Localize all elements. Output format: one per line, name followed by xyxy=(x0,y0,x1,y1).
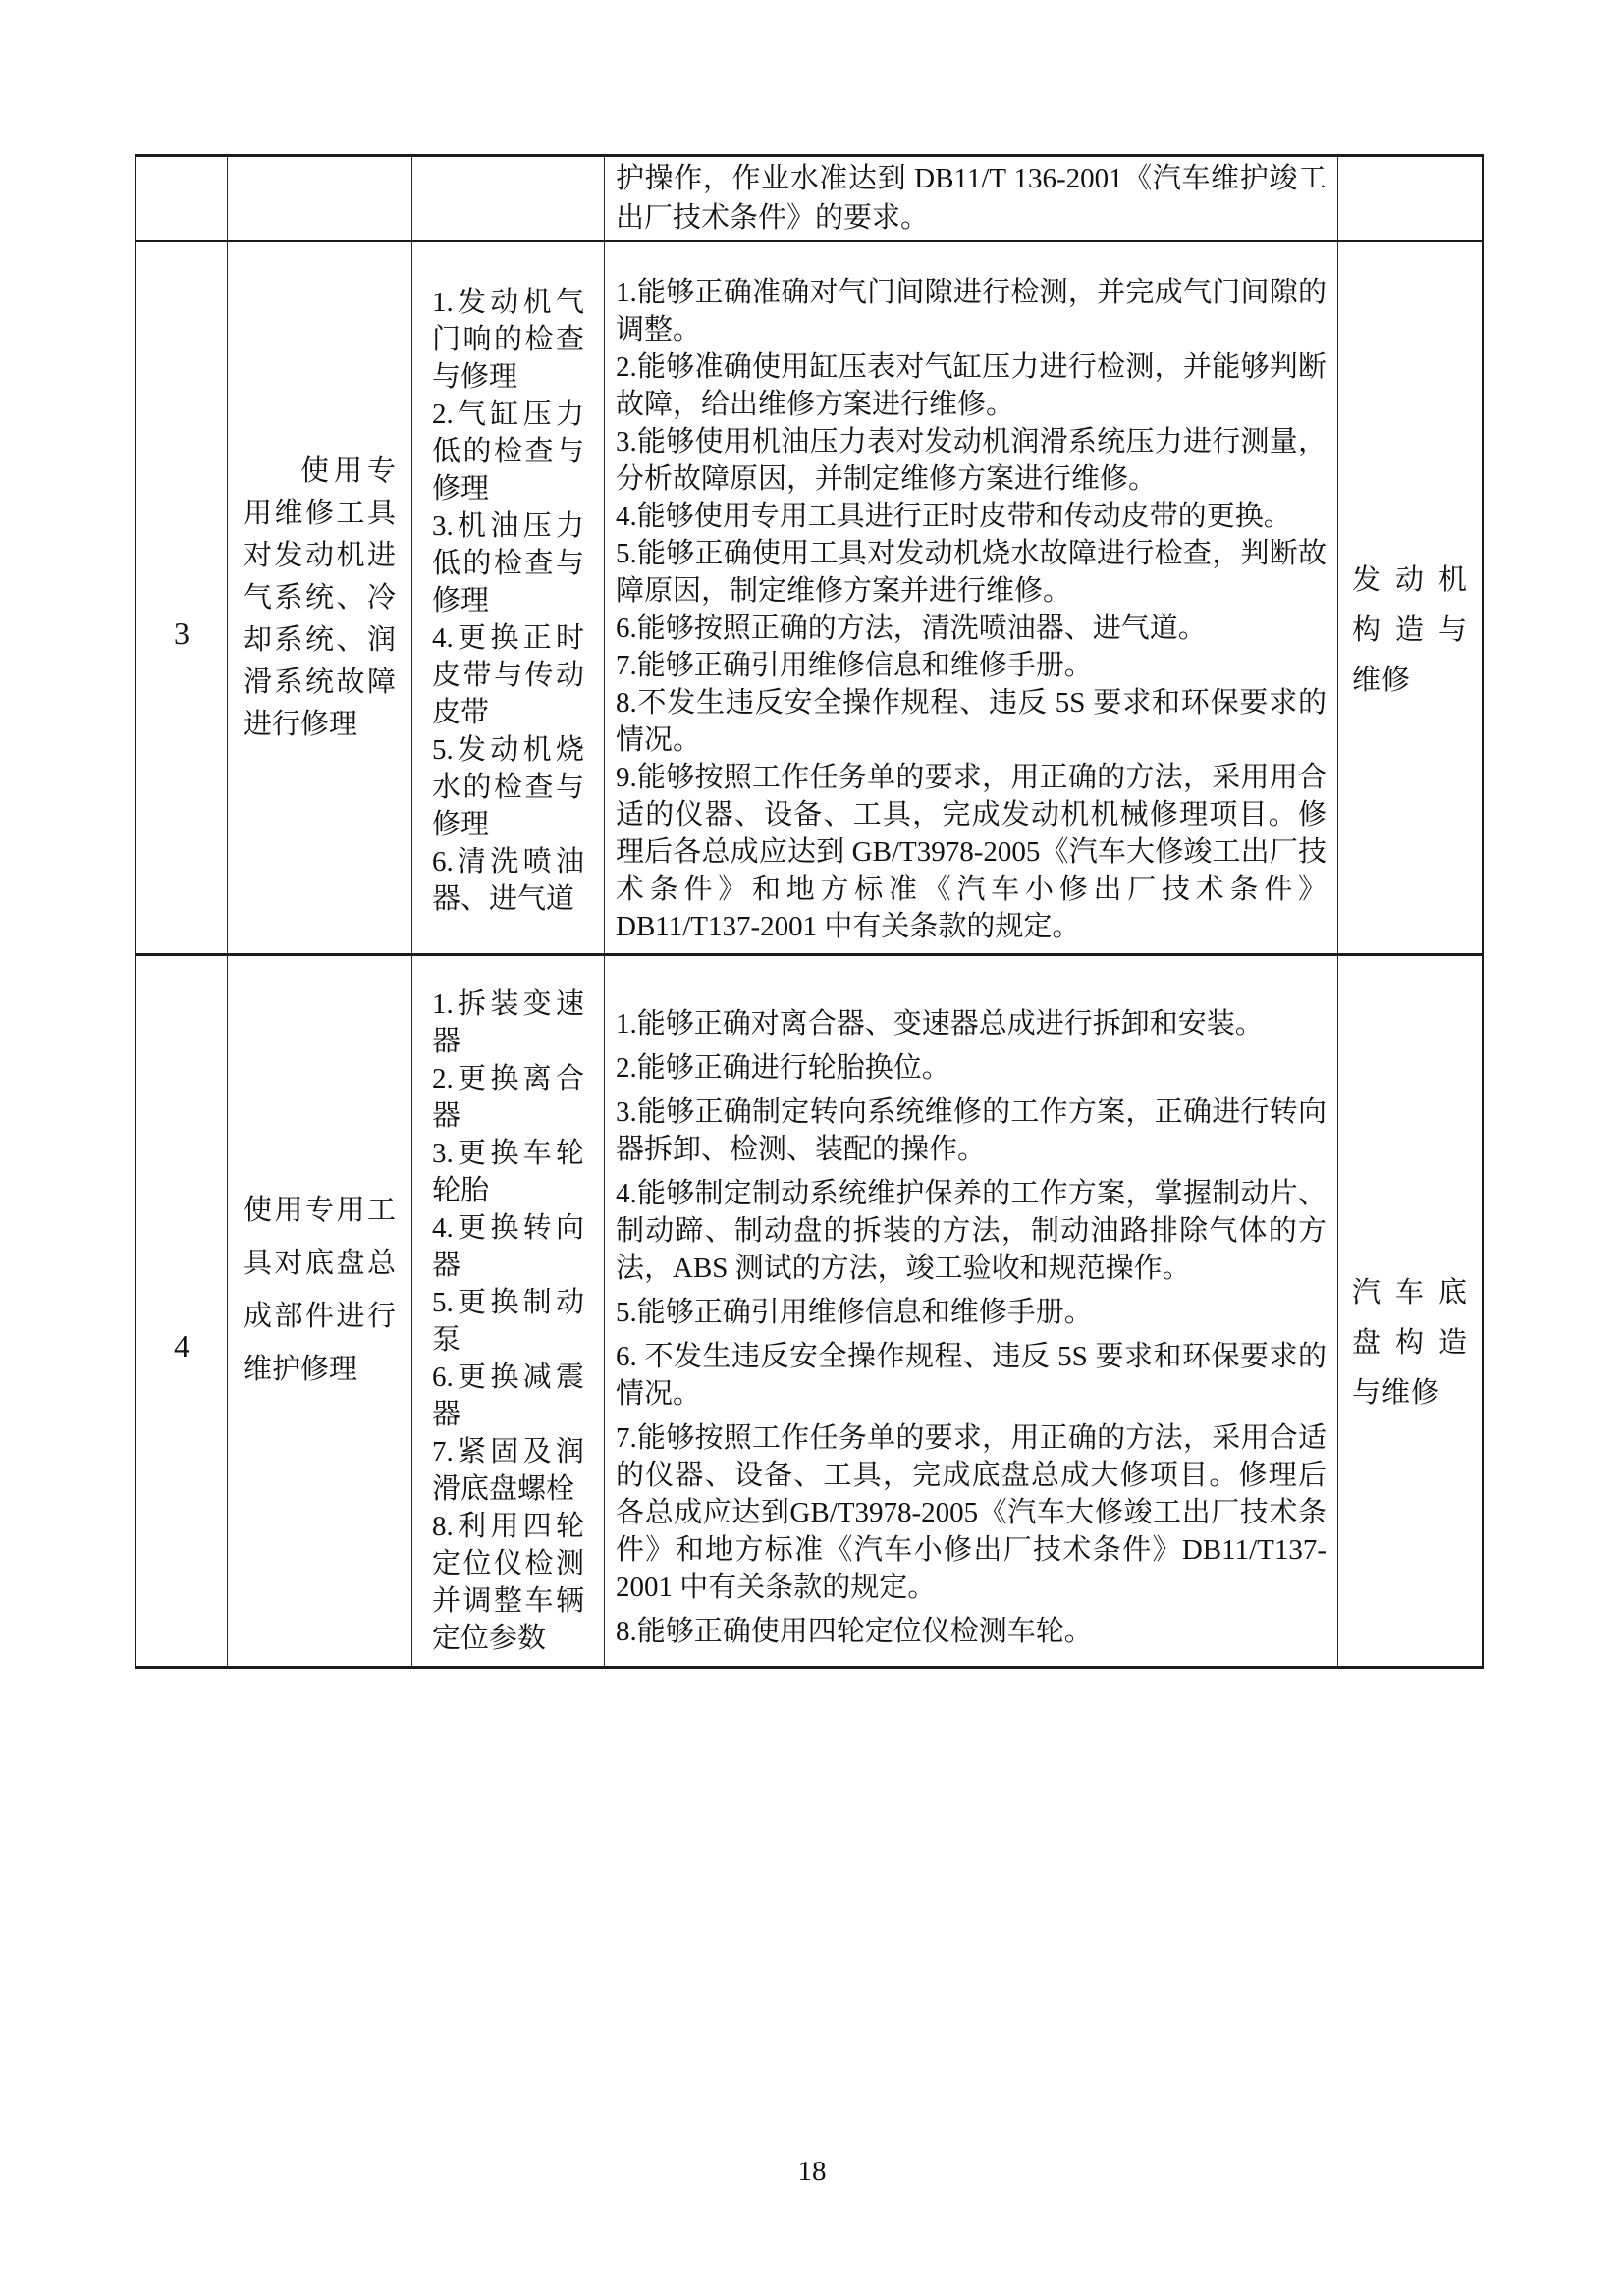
task-cell xyxy=(228,953,412,1666)
continuation-requirements-cell xyxy=(605,157,1338,240)
skills-table xyxy=(135,154,1484,1669)
work-item: 8.利用四轮定位仪检测并调整车辆定位参数 xyxy=(432,1511,584,1654)
work-items-cell xyxy=(412,240,605,953)
row-number-cell xyxy=(136,953,228,1666)
requirement-paragraph: 5.能够正确引用维修信息和维修手册。 xyxy=(616,1297,1093,1328)
requirement-paragraph: 2.能够正确进行轮胎换位。 xyxy=(616,1052,950,1084)
empty-cell xyxy=(412,157,605,240)
work-item: 4.更换正时皮带与传动皮带 xyxy=(432,622,584,728)
task-cell xyxy=(228,240,412,953)
course-cell xyxy=(1338,240,1482,953)
requirement-paragraph: 6.能够按照正确的方法，清洗喷油器、进气道。 xyxy=(616,613,1207,644)
work-item: 6.清洗喷油器、进气道 xyxy=(432,846,584,915)
task-text: 使用专用工具对底盘总成部件进行维护修理 xyxy=(244,1194,396,1385)
course-name: 汽车底盘构造与维修 xyxy=(1352,1277,1468,1409)
requirement-paragraph: 4.能够使用专用工具进行正时皮带和传动皮带的更换。 xyxy=(616,501,1292,532)
row-number: 3 xyxy=(174,614,189,651)
work-item: 3.机油压力低的检查与修理 xyxy=(432,510,584,616)
requirement-paragraph: 5.能够正确使用工具对发动机烧水故障进行检查，判断故障原因，制定维修方案并进行维修。 xyxy=(616,538,1326,607)
course-cell xyxy=(1338,953,1482,1666)
row-number: 4 xyxy=(174,1328,189,1363)
requirement-paragraph: 1.能够正确准确对气门间隙进行检测，并完成气门间隙的调整。 xyxy=(616,277,1326,346)
requirement-paragraph: 1.能够正确对离合器、变速器总成进行拆卸和安装。 xyxy=(616,1008,1264,1040)
requirement-paragraph: 2.能够准确使用缸压表对气缸压力进行检测，并能够判断故障，给出维修方案进行维修。 xyxy=(616,351,1326,420)
empty-cell xyxy=(136,157,228,240)
requirement-paragraph: 7.能够正确引用维修信息和维修手册。 xyxy=(616,650,1093,681)
requirement-paragraph: 9.能够按照工作任务单的要求，用正确的方法，采用用合适的仪器、设备、工具，完成发动机机械修理项目。修理后各总成应达到 GB/T3978-2005《汽车大修竣工出厂技术条件》和地方标准《汽车小修出厂技术条件》DB11/T137-2001 中有关条款的规定。 xyxy=(616,762,1326,942)
work-item: 3.更换车轮轮胎 xyxy=(432,1138,584,1206)
work-item: 5.更换制动泵 xyxy=(432,1287,584,1356)
course-name: 发动机构造与维修 xyxy=(1352,563,1468,696)
requirement-paragraph: 护操作，作业水准达到 DB11/T 136-2001《汽车维护竣工出厂技术条件》的要求。 xyxy=(616,163,1326,234)
work-item: 2.更换离合器 xyxy=(432,1063,584,1132)
requirements-cell xyxy=(605,240,1338,953)
work-item: 4.更换转向器 xyxy=(432,1212,584,1281)
requirements-cell xyxy=(605,953,1338,1666)
work-item: 6.更换减震器 xyxy=(432,1362,584,1430)
requirement-paragraph: 7.能够按照工作任务单的要求，用正确的方法，采用合适的仪器、设备、工具，完成底盘总成大修项目。修理后各总成应达到GB/T3978-2005《汽车大修竣工出厂技术条件》和地方标准《汽车小修出厂技术条件》DB11/T137-2001 中有关条款的规定。 xyxy=(616,1422,1326,1603)
requirement-paragraph: 8.不发生违反安全操作规程、违反 5S 要求和环保要求的情况。 xyxy=(616,687,1326,756)
work-item: 1.拆装变速器 xyxy=(432,988,584,1057)
requirement-paragraph: 6. 不发生违反安全操作规程、违反 5S 要求和环保要求的情况。 xyxy=(616,1341,1326,1410)
requirement-paragraph: 3.能够使用机油压力表对发动机润滑系统压力进行测量，分析故障原因，并制定维修方案进行维修。 xyxy=(616,426,1326,495)
requirement-paragraph: 3.能够正确制定转向系统维修的工作方案，正确进行转向器拆卸、检测、装配的操作。 xyxy=(616,1096,1326,1165)
work-item: 7.紧固及润滑底盘螺栓 xyxy=(432,1436,584,1505)
empty-cell xyxy=(1338,157,1482,240)
work-items-cell xyxy=(412,953,605,1666)
work-item: 5.发动机烧水的检查与修理 xyxy=(432,734,584,840)
page-number: 18 xyxy=(797,2156,827,2187)
work-item: 2.气缸压力低的检查与修理 xyxy=(432,399,584,505)
empty-cell xyxy=(228,157,412,240)
requirement-paragraph: 8.能够正确使用四轮定位仪检测车轮。 xyxy=(616,1616,1093,1647)
row-number-cell xyxy=(136,240,228,953)
task-text: 使用专用维修工具对发动机进气系统、冷却系统、润滑系统故障进行修理 xyxy=(244,454,396,740)
work-item: 1.发动机气门响的检查与修理 xyxy=(432,287,584,393)
requirement-paragraph: 4.能够制定制动系统维护保养的工作方案，掌握制动片、制动蹄、制动盘的拆装的方法，制动油路排除气体的方法，ABS 测试的方法，竣工验收和规范操作。 xyxy=(616,1178,1326,1284)
